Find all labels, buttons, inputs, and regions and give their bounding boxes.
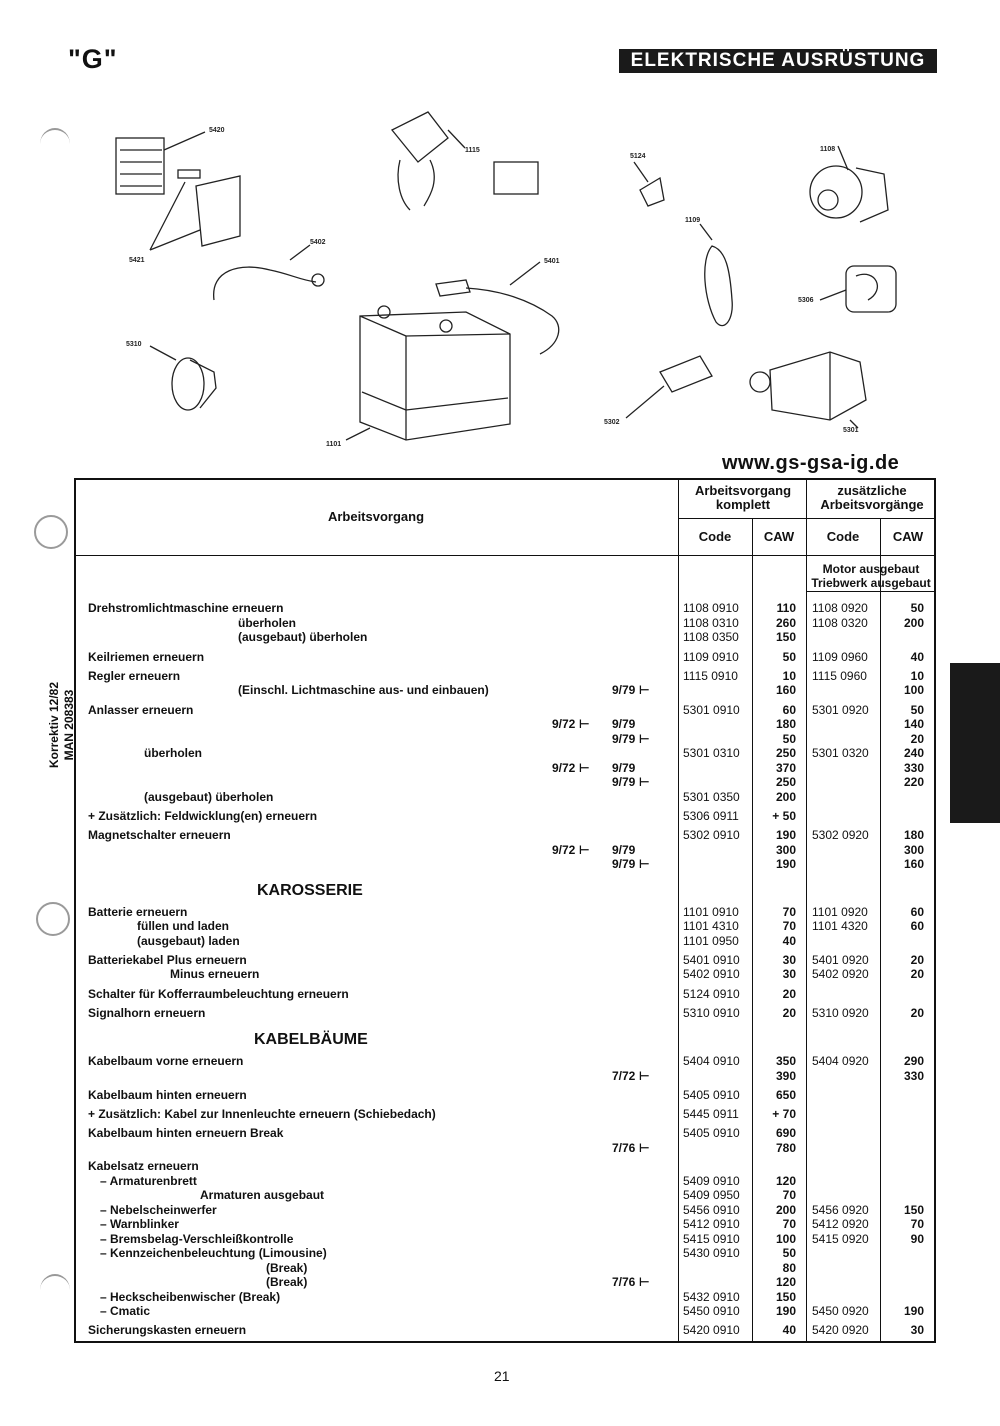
caw-additional: 190 bbox=[903, 1304, 924, 1318]
caw-complete: 10 bbox=[782, 669, 796, 683]
caw-additional: 180 bbox=[903, 828, 924, 842]
code-complete: 1108 0910 bbox=[683, 601, 739, 615]
figure-label: 5124 bbox=[630, 153, 646, 160]
model-year: 7/76 ⊢ bbox=[612, 1275, 650, 1289]
col-group-complete: Arbeitsvorgang komplett bbox=[694, 483, 792, 512]
code-complete: 1109 0910 bbox=[683, 650, 739, 664]
task-text: – Heckscheibenwischer (Break) bbox=[100, 1290, 281, 1304]
col-header-code: Code bbox=[698, 529, 732, 544]
code-complete: 5456 0910 bbox=[683, 1203, 740, 1217]
caw-complete: 70 bbox=[782, 905, 796, 919]
caw-additional: 30 bbox=[910, 1323, 924, 1337]
code-complete: 5445 0911 bbox=[683, 1107, 739, 1121]
caw-additional: 240 bbox=[903, 746, 924, 760]
caw-additional: 20 bbox=[910, 732, 924, 746]
code-additional: 1108 0920 bbox=[812, 601, 868, 615]
column-divider bbox=[806, 478, 807, 1343]
task-text: Batterie erneuern bbox=[88, 905, 188, 919]
task-text: Keilriemen erneuern bbox=[88, 650, 205, 664]
caw-additional: 70 bbox=[910, 1217, 924, 1231]
caw-complete: 40 bbox=[782, 934, 796, 948]
task-text: – Kennzeichenbeleuchtung (Limousine) bbox=[100, 1246, 327, 1260]
caw-complete: 370 bbox=[775, 761, 796, 775]
task-text: Kabelbaum hinten erneuern Break bbox=[88, 1126, 284, 1140]
caw-additional: 330 bbox=[903, 1069, 924, 1083]
column-divider bbox=[678, 478, 679, 1343]
caw-complete: 60 bbox=[782, 703, 796, 717]
code-additional: 5415 0920 bbox=[812, 1232, 869, 1246]
caw-complete: 250 bbox=[775, 775, 796, 789]
task-text: (ausgebaut) überholen bbox=[238, 630, 368, 644]
caw-additional: 200 bbox=[903, 616, 924, 630]
figure-label: 5420 bbox=[209, 127, 225, 134]
model-year: 9/79 bbox=[612, 843, 636, 857]
task-text: + Zusätzlich: Feldwicklung(en) erneuern bbox=[88, 809, 318, 823]
caw-complete: + 70 bbox=[772, 1107, 796, 1121]
caw-complete: 300 bbox=[775, 843, 796, 857]
caw-additional: 60 bbox=[910, 905, 924, 919]
model-year: 9/79 bbox=[612, 717, 636, 731]
caw-additional: 290 bbox=[903, 1054, 924, 1068]
caw-complete: 350 bbox=[775, 1054, 796, 1068]
caw-additional: 20 bbox=[910, 1006, 924, 1020]
caw-additional: 90 bbox=[910, 1232, 924, 1246]
code-complete: 5432 0910 bbox=[683, 1290, 740, 1304]
caw-additional: 60 bbox=[910, 919, 924, 933]
website-url: www.gs-gsa-ig.de bbox=[722, 452, 900, 474]
model-year-from: 9/72 ⊢ bbox=[552, 761, 590, 775]
scan-mark bbox=[40, 1274, 70, 1306]
caw-complete: + 50 bbox=[772, 809, 796, 823]
code-additional: 1109 0960 bbox=[812, 650, 868, 664]
figure-label: 1109 bbox=[685, 217, 701, 224]
code-additional: 5456 0920 bbox=[812, 1203, 869, 1217]
task-text: Batteriekabel Plus erneuern bbox=[88, 953, 247, 967]
code-additional: 1115 0960 bbox=[812, 669, 867, 683]
caw-additional: 100 bbox=[903, 683, 924, 697]
caw-additional: 50 bbox=[910, 601, 924, 615]
note-divider bbox=[806, 591, 936, 592]
section-heading-kabelbaeume: KABELBÄUME bbox=[254, 1031, 368, 1048]
task-text: überholen bbox=[144, 746, 203, 760]
code-complete: 5420 0910 bbox=[683, 1323, 740, 1337]
task-text: – Warnblinker bbox=[100, 1217, 179, 1231]
col-header-caw-2: CAW bbox=[892, 529, 924, 544]
caw-additional: 220 bbox=[903, 775, 924, 789]
col-header-task: Arbeitsvorgang bbox=[327, 509, 425, 524]
figure-label: 5402 bbox=[310, 239, 326, 246]
model-year: 9/79 bbox=[612, 761, 636, 775]
code-additional: 1108 0320 bbox=[812, 616, 868, 630]
caw-complete: 120 bbox=[775, 1174, 796, 1188]
caw-complete: 70 bbox=[782, 1188, 796, 1202]
code-complete: 5405 0910 bbox=[683, 1088, 740, 1102]
caw-additional: 10 bbox=[910, 669, 924, 683]
model-year-from: 9/72 ⊢ bbox=[552, 717, 590, 731]
task-text: (Einschl. Lichtmaschine aus- und einbauen) bbox=[238, 683, 489, 697]
revision-line: Korrektiv 12/82 bbox=[47, 681, 61, 769]
caw-complete: 120 bbox=[775, 1275, 796, 1289]
code-complete: 5430 0910 bbox=[683, 1246, 740, 1260]
figure-label: 5306 bbox=[798, 297, 814, 304]
tab-marker bbox=[950, 663, 1000, 823]
figure-label: 5401 bbox=[544, 258, 560, 265]
code-additional: 5402 0920 bbox=[812, 967, 869, 981]
section-letter: "G" bbox=[68, 44, 118, 74]
code-additional: 5412 0920 bbox=[812, 1217, 869, 1231]
caw-complete: 180 bbox=[775, 717, 796, 731]
task-text: Sicherungskasten erneuern bbox=[88, 1323, 247, 1337]
caw-additional: 150 bbox=[903, 1203, 924, 1217]
figure-label: 1115 bbox=[465, 147, 480, 154]
punch-hole bbox=[34, 515, 68, 549]
code-complete: 1115 0910 bbox=[683, 669, 738, 683]
caw-complete: 190 bbox=[775, 857, 796, 871]
model-year: 9/79 ⊢ bbox=[612, 732, 650, 746]
code-additional: 5301 0920 bbox=[812, 703, 869, 717]
task-text: überholen bbox=[238, 616, 297, 630]
model-year: 9/79 ⊢ bbox=[612, 775, 650, 789]
caw-complete: 690 bbox=[775, 1126, 796, 1140]
note-drivetrain-removed: Triebwerk ausgebaut bbox=[811, 576, 931, 590]
caw-complete: 20 bbox=[782, 987, 796, 1001]
caw-additional: 300 bbox=[903, 843, 924, 857]
caw-complete: 650 bbox=[775, 1088, 796, 1102]
figure-label: 5301 bbox=[843, 427, 859, 434]
code-complete: 1101 4310 bbox=[683, 919, 739, 933]
col-header-caw: CAW bbox=[763, 529, 795, 544]
code-complete: 1101 0950 bbox=[683, 934, 739, 948]
caw-complete: 110 bbox=[776, 601, 796, 615]
caw-complete: 50 bbox=[782, 732, 796, 746]
task-text: füllen und laden bbox=[137, 919, 229, 933]
caw-additional: 330 bbox=[903, 761, 924, 775]
code-complete: 1108 0310 bbox=[683, 616, 739, 630]
code-complete: 5409 0950 bbox=[683, 1188, 740, 1202]
task-text: + Zusätzlich: Kabel zur Innenleuchte erneuern (Schiebedach) bbox=[88, 1107, 436, 1121]
task-text: (Break) bbox=[266, 1275, 308, 1289]
code-complete: 5306 0911 bbox=[683, 809, 739, 823]
caw-complete: 30 bbox=[782, 967, 796, 981]
model-year: 7/76 ⊢ bbox=[612, 1141, 650, 1155]
task-text: Signalhorn erneuern bbox=[88, 1006, 206, 1020]
code-additional: 1101 4320 bbox=[812, 919, 868, 933]
section-title: ELEKTRISCHE AUSRÜSTUNG bbox=[619, 49, 937, 73]
parts-illustration bbox=[0, 0, 1000, 450]
code-additional: 5404 0920 bbox=[812, 1054, 869, 1068]
code-complete: 5415 0910 bbox=[683, 1232, 740, 1246]
model-year: 9/79 ⊢ bbox=[612, 683, 650, 697]
code-complete: 5450 0910 bbox=[683, 1304, 740, 1318]
code-additional: 5450 0920 bbox=[812, 1304, 869, 1318]
task-text: Armaturen ausgebaut bbox=[200, 1188, 325, 1202]
header-divider bbox=[74, 555, 936, 556]
caw-additional: 50 bbox=[910, 703, 924, 717]
code-complete: 1101 0910 bbox=[683, 905, 739, 919]
task-text: Drehstromlichtmaschine erneuern bbox=[88, 601, 284, 615]
caw-complete: 780 bbox=[775, 1141, 796, 1155]
code-complete: 1108 0350 bbox=[683, 630, 739, 644]
caw-complete: 190 bbox=[775, 828, 796, 842]
task-text: (ausgebaut) überholen bbox=[144, 790, 274, 804]
caw-complete: 260 bbox=[775, 616, 796, 630]
caw-complete: 70 bbox=[782, 1217, 796, 1231]
code-additional: 5302 0920 bbox=[812, 828, 869, 842]
model-year-from: 9/72 ⊢ bbox=[552, 843, 590, 857]
caw-complete: 250 bbox=[775, 746, 796, 760]
caw-complete: 390 bbox=[775, 1069, 796, 1083]
task-text: Minus erneuern bbox=[170, 967, 260, 981]
task-text: – Cmatic bbox=[100, 1304, 151, 1318]
note-engine-removed: Motor ausgebaut bbox=[822, 562, 920, 576]
figure-label: 5421 bbox=[129, 257, 145, 264]
task-text: Kabelbaum hinten erneuern bbox=[88, 1088, 247, 1102]
caw-complete: 200 bbox=[775, 790, 796, 804]
code-complete: 5405 0910 bbox=[683, 1126, 740, 1140]
caw-complete: 160 bbox=[775, 683, 796, 697]
code-complete: 5402 0910 bbox=[683, 967, 740, 981]
task-text: – Armaturenbrett bbox=[100, 1174, 197, 1188]
caw-additional: 140 bbox=[903, 717, 924, 731]
code-complete: 5401 0910 bbox=[683, 953, 740, 967]
model-year: 9/79 ⊢ bbox=[612, 857, 650, 871]
figure-label: 1108 bbox=[820, 146, 836, 153]
caw-complete: 150 bbox=[775, 1290, 796, 1304]
task-text: Kabelbaum vorne erneuern bbox=[88, 1054, 244, 1068]
section-heading-karosserie: KAROSSERIE bbox=[257, 882, 363, 899]
code-additional: 1101 0920 bbox=[812, 905, 868, 919]
caw-additional: 40 bbox=[910, 650, 924, 664]
caw-additional: 20 bbox=[910, 953, 924, 967]
caw-complete: 20 bbox=[782, 1006, 796, 1020]
task-text: – Nebelscheinwerfer bbox=[100, 1203, 217, 1217]
header-divider bbox=[678, 518, 936, 519]
caw-complete: 80 bbox=[782, 1261, 796, 1275]
figure-label: 5302 bbox=[604, 419, 620, 426]
caw-complete: 190 bbox=[775, 1304, 796, 1318]
caw-complete: 50 bbox=[782, 1246, 796, 1260]
col-header-code-2: Code bbox=[826, 529, 860, 544]
col-group-additional: zusätzliche Arbeitsvorgänge bbox=[820, 483, 924, 512]
task-text: Schalter für Kofferraumbeleuchtung erneuern bbox=[88, 987, 349, 1001]
caw-complete: 200 bbox=[775, 1203, 796, 1217]
code-complete: 5301 0910 bbox=[683, 703, 740, 717]
code-additional: 5420 0920 bbox=[812, 1323, 869, 1337]
punch-hole bbox=[36, 902, 70, 936]
code-complete: 5409 0910 bbox=[683, 1174, 740, 1188]
code-complete: 5412 0910 bbox=[683, 1217, 740, 1231]
code-additional: 5310 0920 bbox=[812, 1006, 869, 1020]
code-complete: 5301 0350 bbox=[683, 790, 740, 804]
caw-complete: 30 bbox=[782, 953, 796, 967]
task-text: (ausgebaut) laden bbox=[137, 934, 240, 948]
revision-note bbox=[47, 682, 77, 768]
figure-label: 1101 bbox=[326, 441, 342, 448]
code-additional: 5301 0320 bbox=[812, 746, 869, 760]
task-text: Anlasser erneuern bbox=[88, 703, 194, 717]
caw-complete: 50 bbox=[782, 650, 796, 664]
code-complete: 5302 0910 bbox=[683, 828, 740, 842]
caw-complete: 100 bbox=[775, 1232, 796, 1246]
caw-complete: 150 bbox=[775, 630, 796, 644]
code-complete: 5404 0910 bbox=[683, 1054, 740, 1068]
figure-label: 5310 bbox=[126, 341, 142, 348]
caw-complete: 70 bbox=[782, 919, 796, 933]
task-text: Kabelsatz erneuern bbox=[88, 1159, 199, 1173]
caw-additional: 20 bbox=[910, 967, 924, 981]
task-text: Magnetschalter erneuern bbox=[88, 828, 231, 842]
code-additional: 5401 0920 bbox=[812, 953, 869, 967]
task-text: – Bremsbelag-Verschleißkontrolle bbox=[100, 1232, 294, 1246]
page-number: 21 bbox=[494, 1368, 510, 1384]
model-year: 7/72 ⊢ bbox=[612, 1069, 650, 1083]
caw-additional: 160 bbox=[903, 857, 924, 871]
code-complete: 5124 0910 bbox=[683, 987, 740, 1001]
task-text: (Break) bbox=[266, 1261, 308, 1275]
code-complete: 5301 0310 bbox=[683, 746, 740, 760]
reference-line: MAN 208383 bbox=[62, 689, 76, 761]
code-complete: 5310 0910 bbox=[683, 1006, 740, 1020]
caw-complete: 40 bbox=[782, 1323, 796, 1337]
task-text: Regler erneuern bbox=[88, 669, 181, 683]
